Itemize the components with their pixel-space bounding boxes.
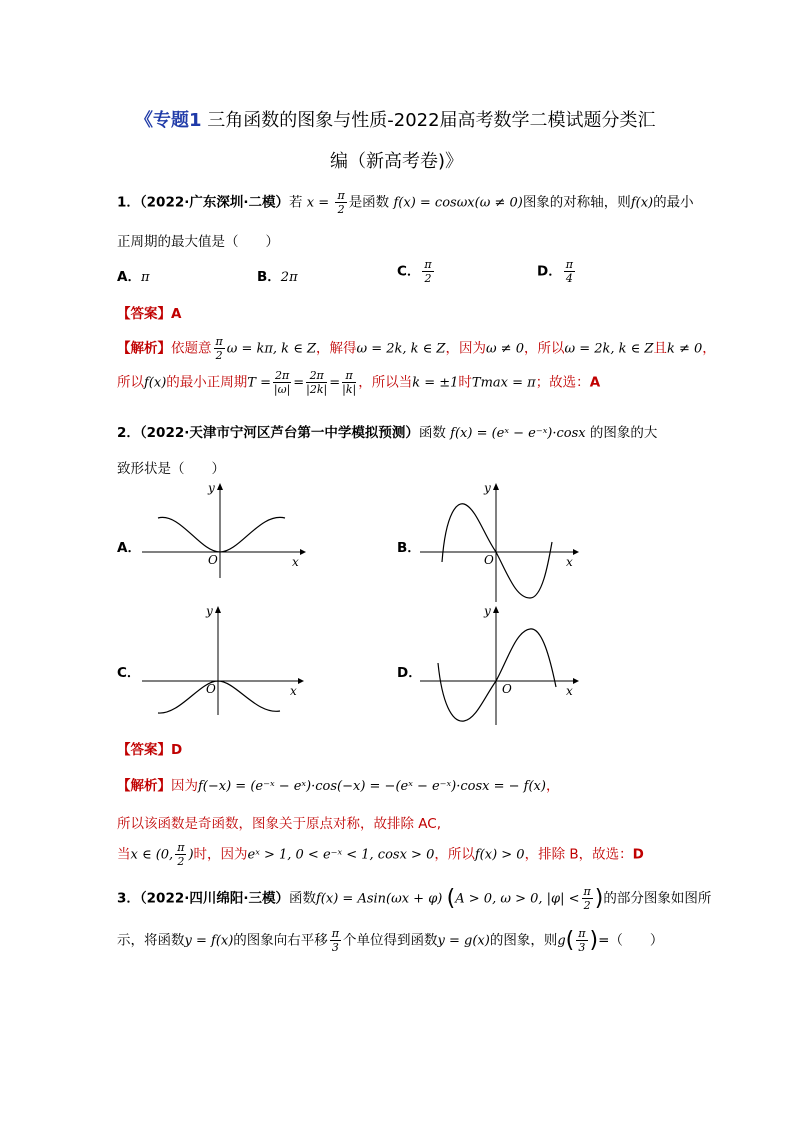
q3-source: （2022·四川绵阳·三模） xyxy=(139,890,289,907)
q2-graph-d[interactable] xyxy=(418,603,588,728)
x-axis-arrow xyxy=(573,678,579,684)
q1-stem-line-2: 正周期的最大值是（ ） xyxy=(117,234,279,250)
q2-answer: 【答案】D xyxy=(117,742,183,758)
axis-label-y: y xyxy=(484,604,491,618)
x-axis-arrow xyxy=(298,678,304,684)
q1-option-d[interactable]: D． $\frac{\pi}{4}$ xyxy=(537,258,573,285)
q1-analysis-line-1: 【解析】依题意 $\frac{\pi}{2}$ ω = kπ, k ∈ Z，解得ω = 2k, k ∈ Z，因为ω ≠ 0，所以ω = 2k, k ∈ Z且k ≠ 0， xyxy=(117,335,716,362)
graph-b-curve xyxy=(442,504,552,598)
axis-label-y: y xyxy=(206,604,213,618)
q2-option-b-label[interactable]: B． xyxy=(397,540,421,556)
origin-label: O xyxy=(484,553,494,567)
graph-a-curve xyxy=(158,517,285,552)
q3-stem-line-1: 3．（2022·四川绵阳·三模）函数f(x) = Asin(ωx + φ) (A > 0, ω > 0, |φ| < $\frac{\pi}{2}$ )的部分图象如图所 xyxy=(117,885,712,912)
axis-label-y: y xyxy=(208,481,215,495)
document-title-line-1 xyxy=(135,106,656,132)
q1-option-c[interactable]: C． $\frac{\pi}{2}$ xyxy=(397,258,432,285)
y-axis-arrow xyxy=(217,483,223,490)
x-axis-arrow xyxy=(573,549,579,555)
graph-c-curve xyxy=(158,681,280,713)
axis-label-x: x xyxy=(290,684,297,698)
title-line-2: 编（新高考卷)》 xyxy=(330,151,464,172)
origin-label: O xyxy=(208,553,218,567)
q2-graph-b[interactable] xyxy=(418,480,588,605)
q1-function: f(x) = cosωx(ω ≠ 0) xyxy=(393,195,523,211)
q1-option-b[interactable]: B．2π xyxy=(257,269,298,285)
axis-label-x: x xyxy=(566,555,573,569)
q2-option-c-label[interactable]: C． xyxy=(117,665,141,681)
y-axis-arrow xyxy=(493,483,499,490)
q2-analysis-line-1: 【解析】因为f(−x) = (e⁻ˣ − eˣ)·cos(−x) = −(eˣ − e⁻ˣ)·cosx = − f(x)， xyxy=(117,778,560,794)
title-prefix: 《专题1 xyxy=(135,110,202,131)
axis-label-y: y xyxy=(484,481,491,495)
q3-function: f(x) = Asin(ωx + φ) xyxy=(316,891,443,907)
origin-label: O xyxy=(206,682,216,696)
q2-function: f(x) = (eˣ − e⁻ˣ)·cosx xyxy=(450,426,586,441)
q2-source: （2022·天津市宁河区芦台第一中学模拟预测） xyxy=(139,425,419,441)
y-axis-arrow xyxy=(493,606,499,613)
q2-graph-c[interactable] xyxy=(140,603,310,718)
title-main: 三角函数的图象与性质-2022届高考数学二模试题分类汇 xyxy=(201,110,656,131)
q1-option-a[interactable]: A．π xyxy=(117,269,150,285)
q2-option-d-label[interactable]: D． xyxy=(397,665,422,681)
y-axis-arrow xyxy=(215,606,221,613)
q2-option-a-label[interactable]: A． xyxy=(117,540,141,556)
q1-fraction-pi-2: $\frac{\pi}{2}$ xyxy=(337,189,345,216)
q2-analysis-line-3: 当x ∈ (0, $\frac{\pi}{2}$ )时，因为eˣ > 1, 0 < e⁻ˣ < 1, cosx > 0，所以f(x) > 0，排除 B，故选：D xyxy=(117,841,644,868)
q1-answer: 【答案】A xyxy=(117,306,182,322)
q2-analysis-line-2: 所以该函数是奇函数，图象关于原点对称，故排除 AC, xyxy=(117,816,442,832)
q1-source: （2022·广东深圳·二模） xyxy=(139,194,289,211)
q3-stem-line-2: 示，将函数y = f(x)的图象向右平移 $\frac{\pi}{3}$ 个单位得到函数y = g(x)的图象，则g( $\frac{\pi}{3}$ )=（ ） xyxy=(117,927,664,954)
x-axis-arrow xyxy=(300,549,306,555)
q2-graph-a[interactable] xyxy=(140,480,310,580)
origin-label: O xyxy=(502,682,512,696)
q2-stem-line-1: 2．（2022·天津市宁河区芦台第一中学模拟预测）函数 f(x) = (eˣ − e⁻ˣ)·cosx 的图象的大 xyxy=(117,425,658,441)
graph-d-curve xyxy=(438,629,556,721)
q1-stem-line-1: 1．（2022·广东深圳·二模）若 x = $\frac{\pi}{2}$ 是函数 f(x) = cosωx(ω ≠ 0)图象的对称轴，则f(x)的最小 xyxy=(117,189,694,216)
q1-analysis-line-2: 所以f(x)的最小正周期T = $\frac{2\pi}{|\omega|}$ = $\frac{2\pi}{|2k|}$ = $\frac{\pi}{|k|}$ ，所以当k = ±1时Tmax = π；故选：A xyxy=(117,369,601,396)
axis-label-x: x xyxy=(566,684,573,698)
q2-stem-line-2: 致形状是（ ） xyxy=(117,461,225,477)
document-title-line-2 xyxy=(330,147,463,173)
axis-label-x: x xyxy=(292,555,299,569)
